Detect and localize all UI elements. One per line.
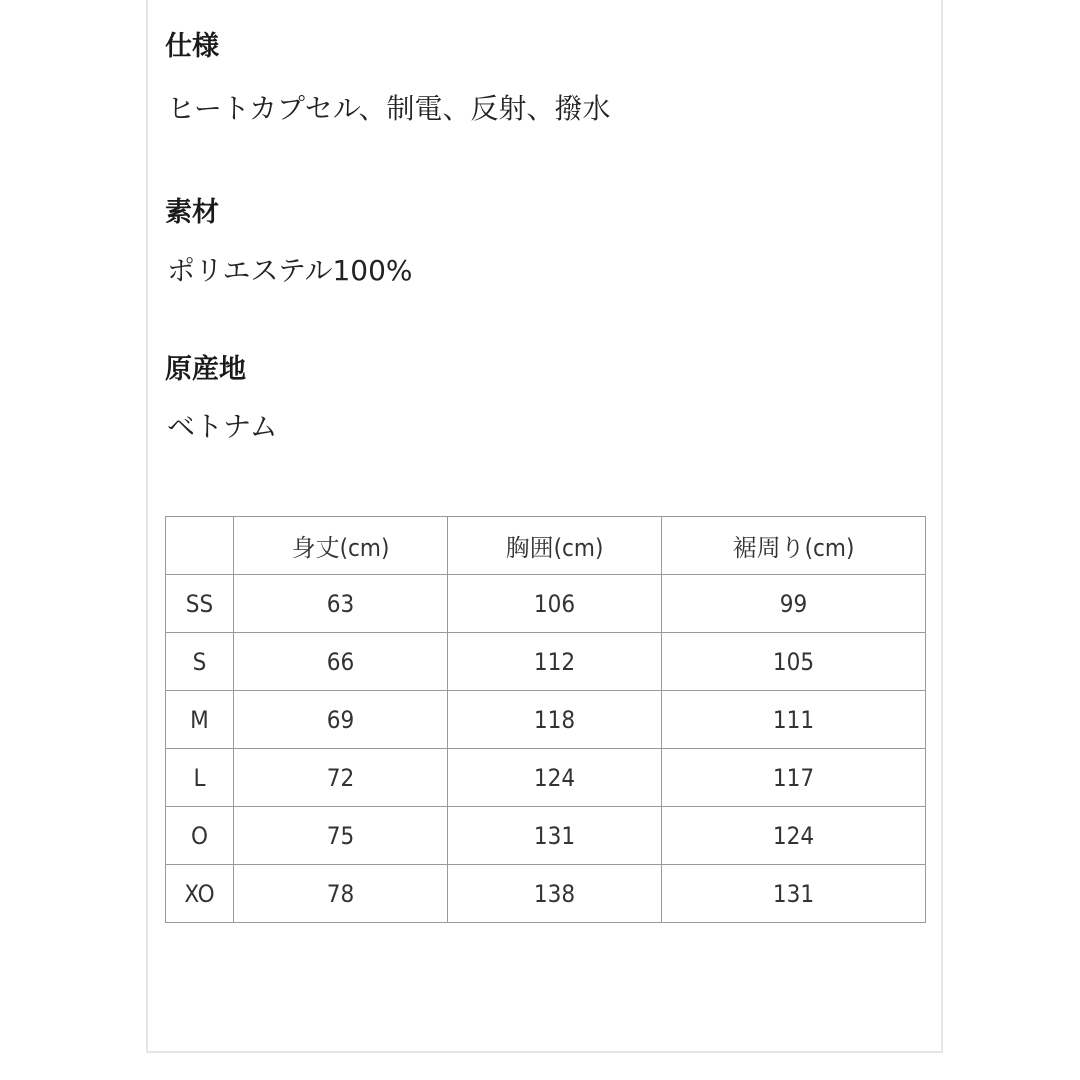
header-hem: 裾周り(cm) — [662, 517, 926, 575]
header-length: 身丈(cm) — [234, 517, 448, 575]
origin-heading: 原産地 — [165, 354, 246, 385]
size-table — [165, 516, 926, 923]
length-cell: 72 — [234, 749, 448, 807]
chest-cell: 138 — [448, 865, 662, 923]
table-row — [166, 575, 926, 633]
chest-cell: 124 — [448, 749, 662, 807]
hem-cell: 124 — [662, 807, 926, 865]
size-cell: O — [166, 807, 234, 865]
length-cell: 69 — [234, 691, 448, 749]
size-cell: SS — [166, 575, 234, 633]
size-cell: S — [166, 633, 234, 691]
spec-value: ヒートカプセル、制電、反射、撥水 — [167, 92, 611, 125]
chest-cell: 131 — [448, 807, 662, 865]
table-header-row — [166, 517, 926, 575]
hem-cell: 99 — [662, 575, 926, 633]
material-heading: 素材 — [165, 197, 219, 228]
table-row — [166, 865, 926, 923]
header-chest: 胸囲(cm) — [448, 517, 662, 575]
header-size — [166, 517, 234, 575]
table-row — [166, 691, 926, 749]
size-cell: L — [166, 749, 234, 807]
chest-cell: 112 — [448, 633, 662, 691]
length-cell: 63 — [234, 575, 448, 633]
hem-cell: 105 — [662, 633, 926, 691]
spec-heading: 仕様 — [165, 31, 219, 62]
hem-cell: 131 — [662, 865, 926, 923]
material-value: ポリエステル100% — [167, 254, 413, 287]
table-row — [166, 749, 926, 807]
length-cell: 75 — [234, 807, 448, 865]
hem-cell: 117 — [662, 749, 926, 807]
table-row — [166, 633, 926, 691]
hem-cell: 111 — [662, 691, 926, 749]
origin-value: ベトナム — [167, 410, 278, 443]
chest-cell: 106 — [448, 575, 662, 633]
size-cell: M — [166, 691, 234, 749]
size-cell: XO — [166, 865, 234, 923]
length-cell: 66 — [234, 633, 448, 691]
table-row — [166, 807, 926, 865]
length-cell: 78 — [234, 865, 448, 923]
chest-cell: 118 — [448, 691, 662, 749]
